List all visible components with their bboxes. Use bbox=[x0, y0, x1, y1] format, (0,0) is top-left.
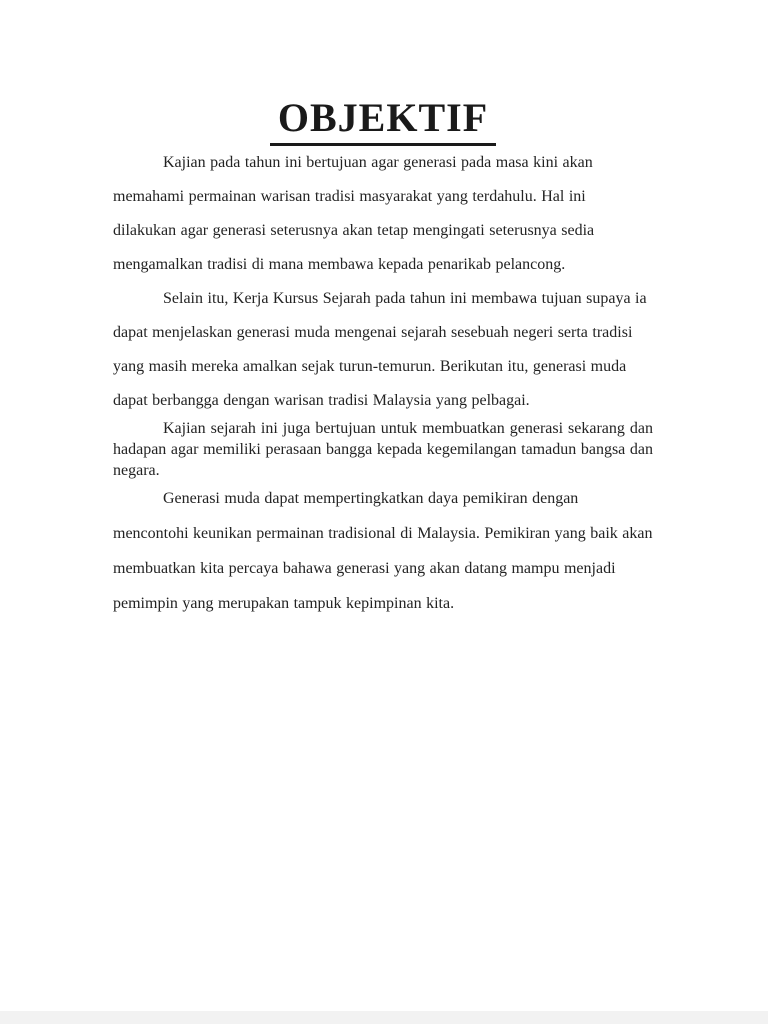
page-title-text: OBJEKTIF bbox=[270, 96, 496, 146]
paragraph-objective-3: Kajian sejarah ini juga bertujuan untuk membuatkan generasi sekarang dan hadapan agar memiliki perasaan bangga kepada kegemilangan tamadun bangsa dan negara. bbox=[113, 420, 653, 479]
document-content bbox=[113, 0, 653, 621]
paragraph-objective-2: Selain itu, Kerja Kursus Sejarah pada tahun ini membawa tujuan supaya ia dapat menjelaskan generasi muda mengenai sejarah sesebuah negeri serta tradisi yang masih mereka amalkan sejak turun-temurun. Berikutan itu, generasi muda dapat berbangga dengan warisan tradisi Malaysia yang pelbagai. bbox=[113, 290, 647, 409]
page-title bbox=[113, 96, 653, 146]
page-bottom-band bbox=[0, 1011, 768, 1024]
paragraph-objective-1: Kajian pada tahun ini bertujuan agar generasi pada masa kini akan memahami permainan warisan tradisi masyarakat yang terdahulu. Hal ini dilakukan agar generasi seterusnya akan tetap mengingati seterusnya sedia mengamalkan tradisi di mana membawa kepada penarikab pelancong. bbox=[113, 154, 595, 273]
paragraph-objective-4: Generasi muda dapat mempertingkatkan daya pemikiran dengan mencontohi keunikan permainan tradisional di Malaysia. Pemikiran yang baik akan membuatkan kita percaya bahawa generasi yang akan datang mampu menjadi pemimpin yang merupakan tampuk kepimpinan kita. bbox=[113, 490, 653, 612]
